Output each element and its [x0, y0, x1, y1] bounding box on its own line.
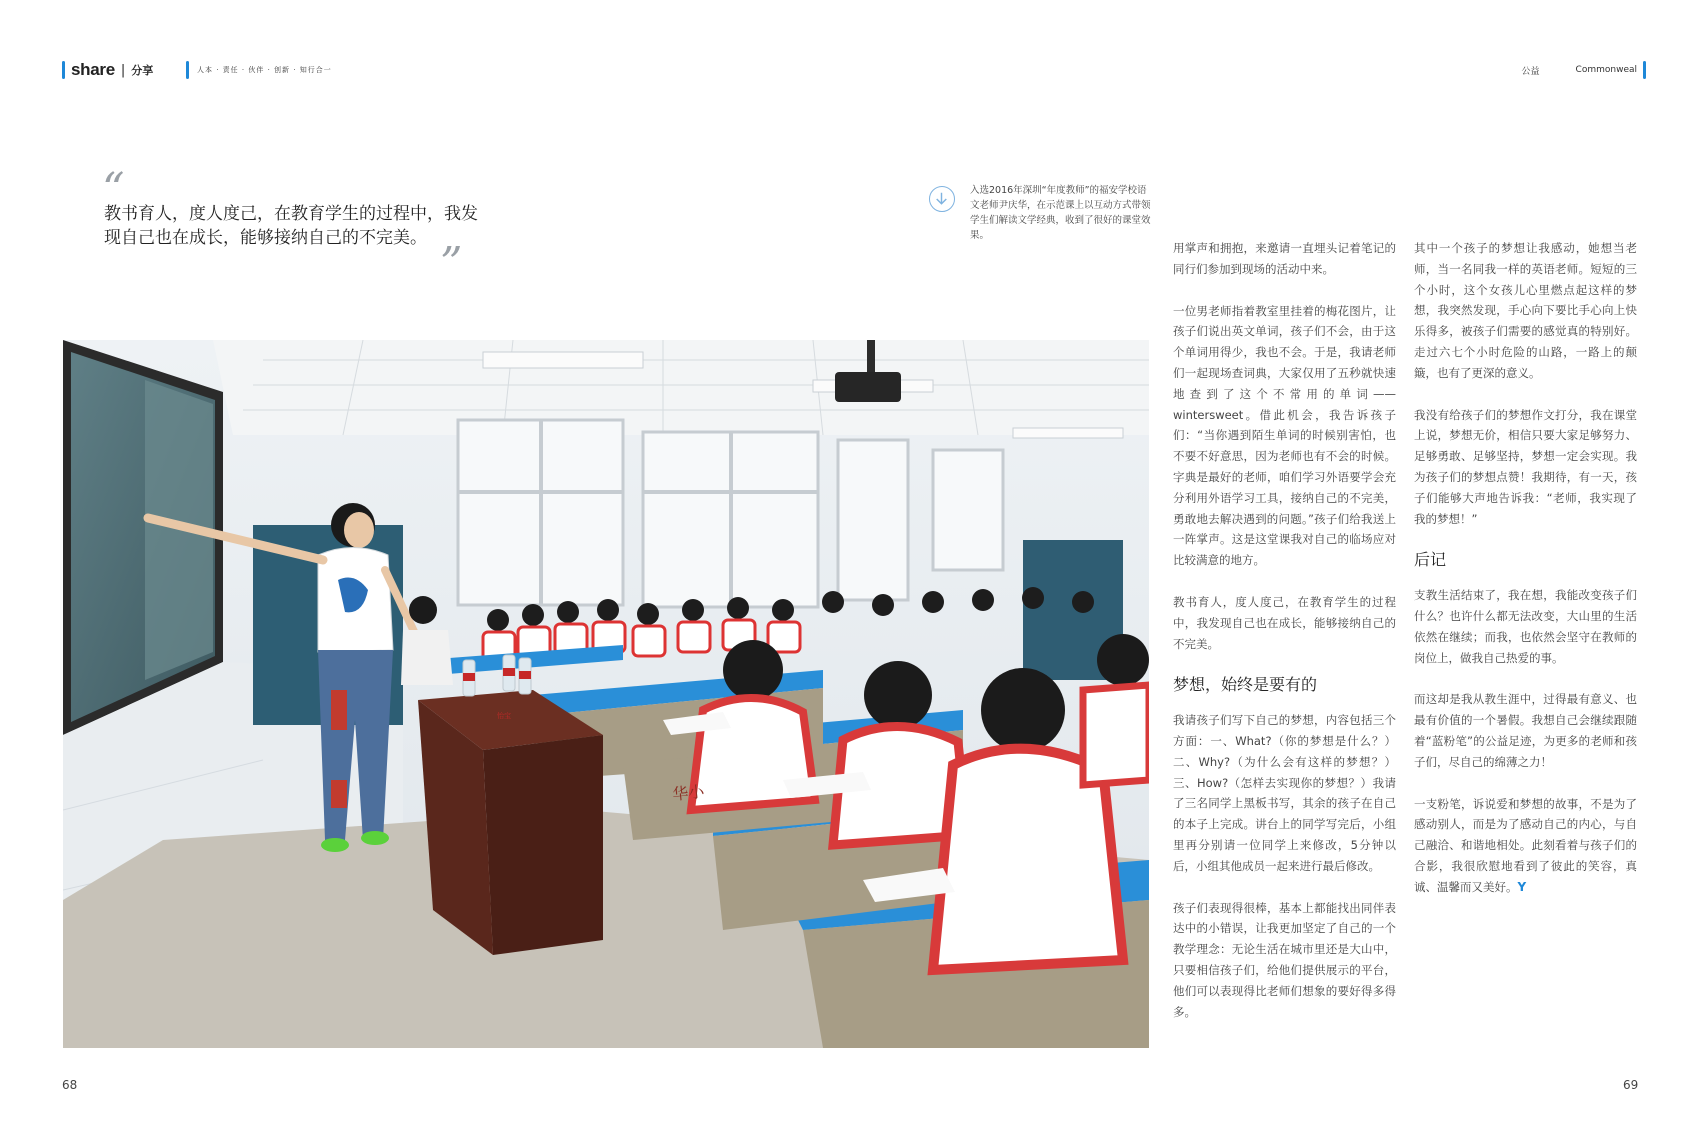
arrow-down-icon	[929, 186, 955, 212]
header-section	[1522, 58, 1646, 82]
text-column-2	[1414, 238, 1637, 919]
paragraph-text: 一支粉笔，诉说爱和梦想的故事，不是为了感动别人，而是为了感动自己的内心，与自己融洽、和谐地相处。此刻看着与孩子们的合影，我很欣慰地看到了彼此的笑容，真诚、温馨而又美好。	[1414, 796, 1637, 894]
quote-open-mark: “	[102, 164, 125, 215]
paragraph: 支教生活结束了，我在想，我能改变孩子们什么？也许什么都无法改变，大山里的生活依然在继续；而我，也依然会坚守在教师的岗位上，做我自己热爱的事。	[1414, 588, 1637, 665]
header-slogan: 人本 · 责任 · 伙伴 · 创新 · 知行合一	[197, 66, 332, 74]
paragraph: 我没有给孩子们的梦想作文打分，我在课堂上说，梦想无价，相信只要大家足够努力、足够勇敢、足够坚持，梦想一定会实现。我为孩子们的梦想点赞！我期待，有一天，孩子们能够大声地告诉我：“老师，我实现了我的梦想！”	[1414, 407, 1637, 526]
pull-quote: 教书育人，度人度己，在教育学生的过程中，我发现自己也在成长，能够接纳自己的不完美。	[104, 204, 478, 248]
photo-caption: 入选2016年深圳“年度教师”的福安学校语文老师尹庆华，在示范课上以互动方式带领学生们解读文学经典，收到了很好的课堂效果。	[970, 185, 1151, 241]
paragraph: 我请孩子们写下自己的梦想，内容包括三个方面：一、What?（你的梦想是什么？）二、Why?（为什么会有这样的梦想？）三、How?（怎样去实现你的梦想？）我请了三名同学上黑板书写，其余的孩子在自己的本子上完成。讲台上的同学写完后，小组里再分别请一位同学上来修改，5分钟以后，小组其他成员一起来进行最后修改。	[1173, 713, 1396, 873]
quote-close-mark: ”	[440, 238, 463, 289]
brand-cn: 分享	[131, 64, 154, 77]
header-brand	[62, 58, 153, 82]
classroom-photo	[63, 340, 1149, 1048]
section-heading: 梦想，始终是要有的	[1173, 675, 1318, 695]
slogan-bracket	[186, 61, 189, 79]
paragraph: 孩子们表现得很棒，基本上都能找出同伴表达中的小错误，让我更加坚定了自己的一个教学理念：无论生活在城市里还是大山中，只要相信孩子们，给他们提供展示的平台，他们可以表现得比老师们想象的要好得多得多。	[1173, 900, 1396, 1019]
desk-label: 华小	[671, 781, 706, 804]
paragraph-last	[1414, 794, 1637, 898]
section-en: Commonweal	[1575, 65, 1637, 75]
paragraph: 教书育人，度人度己，在教育学生的过程中，我发现自己也在成长，能够接纳自己的不完美。	[1173, 594, 1396, 651]
paragraph: 一位男老师指着教室里挂着的梅花图片，让孩子们说出英文单词，孩子们不会，由于这个单词用得少，我也不会。于是，我请老师们一起现场查词典，大家仅用了五秒就快速地查到了这个不常用的单词——wintersweet。借此机会，我告诉孩子们：“当你遇到陌生单词的时候别害怕，也不要不好意思，因为老师也有不会的时候。字典是最好的老师，咱们学习外语要学会充分利用外语学习工具，接纳自己的不完美，勇敢地去解决遇到的问题。”孩子们给我送上一阵掌声。这是这堂课我对自己的临场应对比较满意的地方。	[1173, 303, 1396, 568]
paragraph: 其中一个孩子的梦想让我感动，她想当老师，当一名同我一样的英语老师。短短的三个小时，这个女孩儿心里燃点起这样的梦想，我突然发现，手心向下要比手心向上快乐得多，被孩子们需要的感觉真的特别好。走过六七个小时危险的山路，一路上的颠簸，也有了更深的意义。	[1414, 241, 1637, 380]
brand-logo: share	[71, 60, 115, 79]
page-number-left: 68	[62, 1078, 78, 1092]
section-cn: 公益	[1521, 66, 1540, 77]
header-slogan-block	[186, 58, 332, 82]
page-number-right: 69	[1623, 1078, 1639, 1092]
brand-bracket	[62, 61, 65, 79]
paragraph: 用掌声和拥抱，来邀请一直埋头记着笔记的同行们参加到现场的活动中来。	[1173, 241, 1396, 276]
section-bracket	[1643, 61, 1646, 79]
text-column-1	[1173, 238, 1396, 1043]
paragraph: 而这却是我从教生涯中，过得最有意义、也最有价值的一个暑假。我想自己会继续跟随着“蓝粉笔”的公益足迹，为更多的老师和孩子们，尽自己的绵薄之力！	[1414, 692, 1637, 769]
section-heading: 后记	[1414, 550, 1447, 570]
brand-separator: |	[120, 62, 126, 78]
end-mark-icon: Y	[1517, 879, 1527, 894]
bottle-label: 怡宝	[497, 712, 511, 720]
